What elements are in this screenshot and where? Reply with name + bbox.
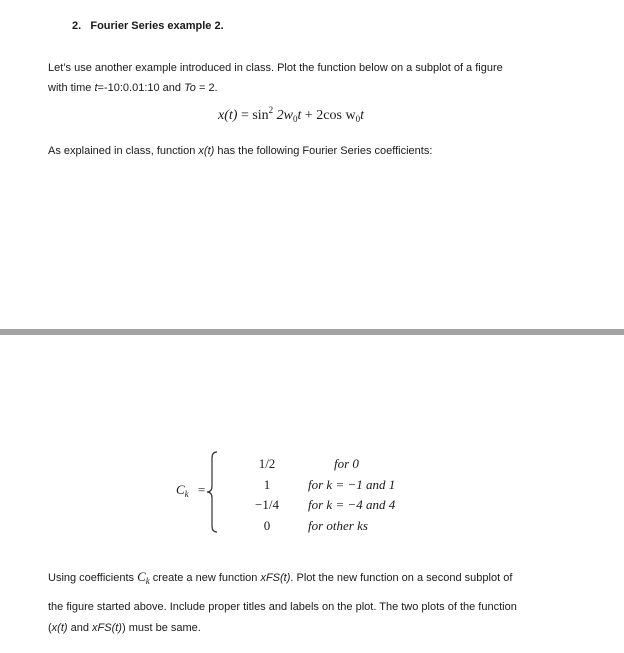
section-number: 2. [72,20,82,32]
coeff-value: −1/4 [255,497,279,512]
task-line-1: Using coefficients $C_k$ create a new function xFS(t). Plot the new function on a second subplot of [48,569,513,586]
coeff-values [243,454,291,536]
page-divider [0,329,624,335]
section-title: Fourier Series example 2. [90,20,224,32]
coeff-value: 0 [263,517,271,533]
coeff-lhs: $C_k$ = [176,482,206,499]
coeff-condition: for other ks [308,517,368,533]
intro-line-2: with time t=-10:0.01:10 and To = 2. [48,82,218,94]
coeff-condition: for k = −1 and 1 [308,476,396,492]
task-line-3: (x(t) and xFS(t)) must be same. [48,622,201,634]
intro-line-1: Let’s use another example introduced in class. Plot the function below on a subplot of a figure [48,62,503,74]
section-heading [72,20,224,32]
coeff-condition: for 0 [334,456,359,471]
left-brace-icon [205,450,221,534]
coeff-value: 1/2 [258,456,276,471]
coeff-conditions [308,454,395,536]
explained-paragraph: As explained in class, function x(t) has the following Fourier Series coefficients: [48,145,433,157]
task-line-2: the figure started above. Include proper titles and labels on the plot. The two plots of the function [48,601,517,613]
coeff-condition: for k = −4 and 4 [308,497,396,512]
coeff-value: 1 [263,476,271,492]
function-equation: $x(t) = \sin^2 2w_0t + 2\cos$ $w_0t$ [218,105,364,124]
